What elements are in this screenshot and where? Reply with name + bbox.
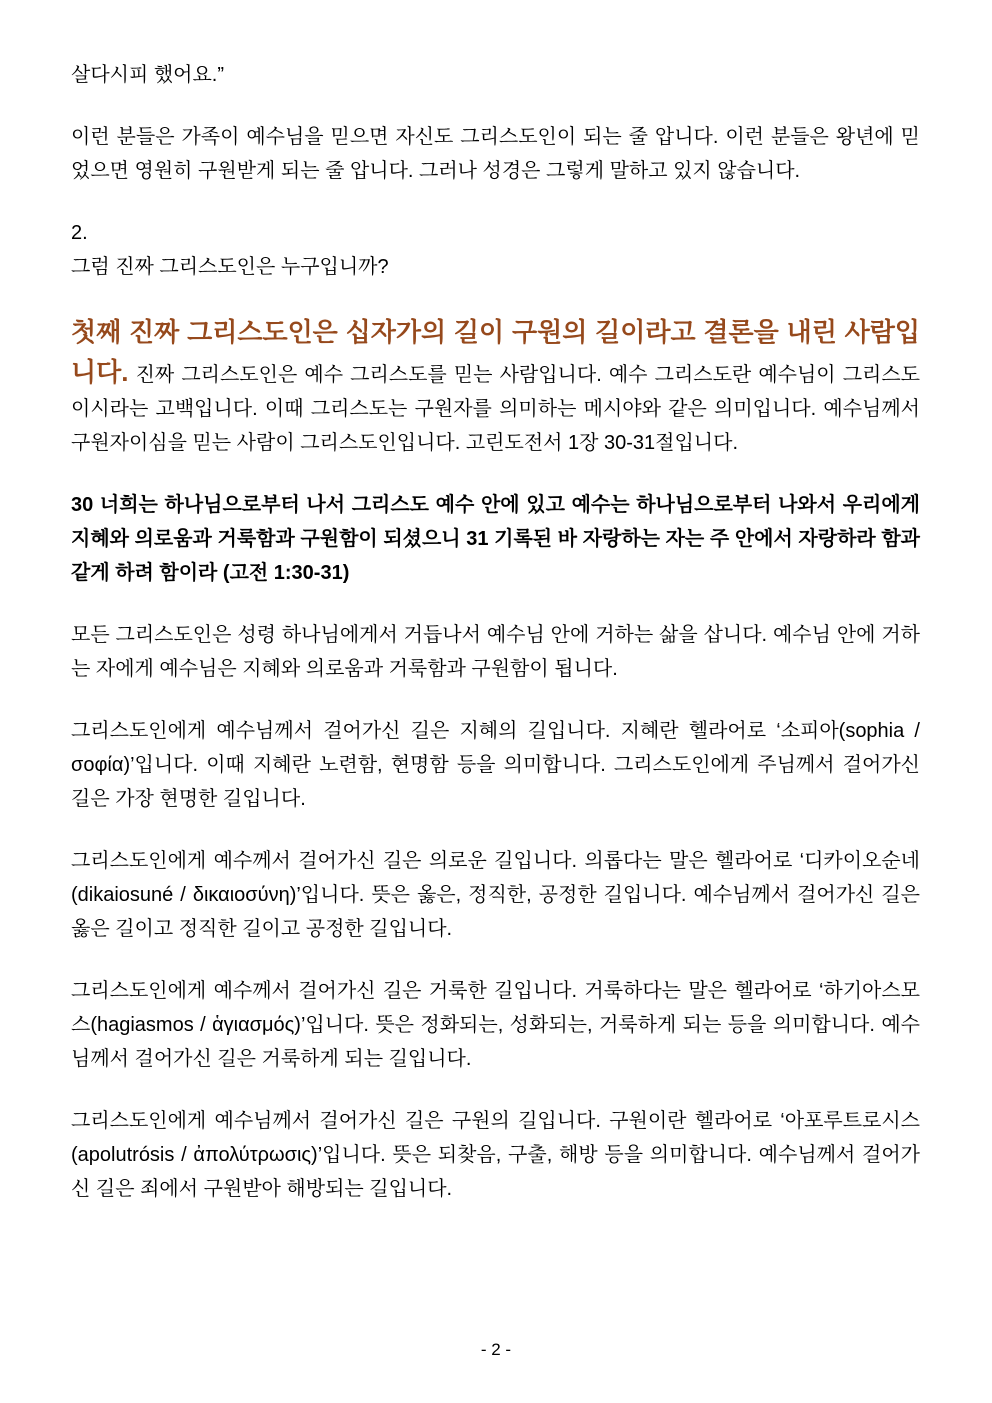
holy-way-text: 그리스도인에게 예수께서 걸어가신 길은 거룩한 길입니다. 거룩하다는 말은 헬라어로 ‘하기아스모스(hagiasmos / ἁγιασμός)’입니다. 뜻은 정화되는, 성화되는, 거룩하게 되는 등을 의미합니다. 예수님께서 걸어가신 길은 거룩하게 되는 길입니다.: [71, 980, 920, 1070]
wisdom-way-text: 그리스도인에게 예수님께서 걸어가신 길은 지혜의 길입니다. 지혜란 헬라어로 ‘소피아(sophia / σοφία)’입니다. 이때 지혜란 노련함, 현명함 등을 의미합니다. 그리스도인에게 주님께서 걸어가신 길은 가장 현명한 길입니다.: [71, 720, 920, 810]
paragraph-redemption-way: [71, 1104, 920, 1206]
section-question: 그럼 진짜 그리스도인은 누구입니까?: [71, 256, 389, 278]
document-body: [71, 58, 920, 1206]
paragraph-righteous-way: [71, 844, 920, 946]
paragraph-regeneration: [71, 618, 920, 686]
section-number: 2.: [71, 222, 88, 244]
paragraph-wisdom-way: [71, 714, 920, 816]
first-point-heading: 첫째 진짜 그리스도인은 십자가의 길이 구원의 길이라고 결론을 내린 사람입니다.: [71, 317, 920, 387]
paragraph-intro: [71, 120, 920, 188]
first-point-body: 진짜 그리스도인은 예수 그리스도를 믿는 사람입니다. 예수 그리스도란 예수님이 그리스도이시라는 고백입니다. 이때 그리스도는 구원자를 의미하는 메시야와 같은 의미입니다. 예수님께서 구원자이심을 믿는 사람이 그리스도인입니다. 고린도전서 1장 30-31절입니다.: [71, 364, 921, 454]
paragraph-scripture-1cor: [71, 488, 920, 590]
paragraph-first-point: [71, 312, 920, 460]
redemption-way-text: 그리스도인에게 예수님께서 걸어가신 길은 구원의 길입니다. 구원이란 헬라어로 ‘아포루트로시스(apolutrósis / ἀπολύτρωσις)’입니다. 뜻은 되찾음, 구출, 해방 등을 의미합니다. 예수님께서 걸어가신 길은 죄에서 구원받아 해방되는 길입니다.: [71, 1110, 920, 1200]
intro-text: 이런 분들은 가족이 예수님을 믿으면 자신도 그리스도인이 되는 줄 압니다. 이런 분들은 왕년에 믿었으면 영원히 구원받게 되는 줄 압니다. 그러나 성경은 그렇게 말하고 있지 않습니다.: [71, 126, 920, 182]
righteous-way-text: 그리스도인에게 예수께서 걸어가신 길은 의로운 길입니다. 의롭다는 말은 헬라어로 ‘디카이오순네 (dikaiosuné / δικαιοσύνη)’입니다. 뜻은 옳은, 정직한, 공정한 길입니다. 예수님께서 걸어가신 길은 옳은 길이고 정직한 길이고 공정한 길입니다.: [71, 850, 920, 940]
paragraph-quote-end: [71, 58, 920, 92]
paragraph-holy-way: [71, 974, 920, 1076]
regeneration-text: 모든 그리스도인은 성령 하나님에게서 거듭나서 예수님 안에 거하는 삶을 삽니다. 예수님 안에 거하는 자에게 예수님은 지혜와 의로움과 거룩함과 구원함이 됩니다.: [71, 624, 920, 680]
scripture-text: 30 너희는 하나님으로부터 나서 그리스도 예수 안에 있고 예수는 하나님으로부터 나와서 우리에게 지혜와 의로움과 거룩함과 구원함이 되셨으니 31 기록된 바 자랑하는 자는 주 안에서 자랑하라 함과 같게 하려 함이라 (고전 1:30-31): [71, 494, 920, 584]
quote-end-text: 살다시피 했어요.”: [71, 64, 225, 86]
page-number: - 2 -: [480, 1340, 512, 1359]
paragraph-section-2: [71, 216, 920, 284]
